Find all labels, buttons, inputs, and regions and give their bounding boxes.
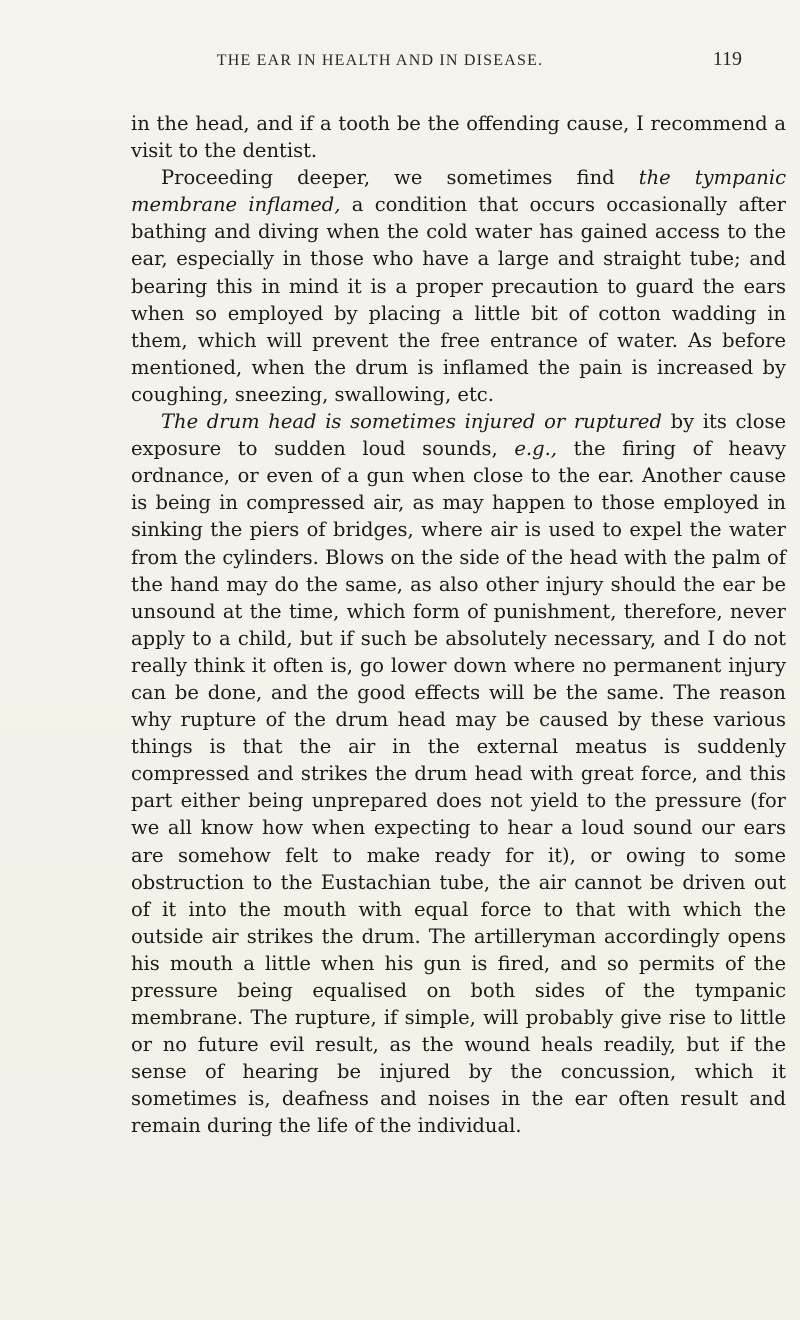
paragraph-text: a condition that occurs occasionally after bathing and diving when the cold water has gained access to the ear, especially in those who have a large and straight tube; and bearing this in mind it is a proper precaution to guard the ears when so employed by placing a little bit of cotton wadding in them, which will prevent the free entrance of water. As before mentioned, when the drum is inflamed the pain is increased by coughing, sneezing, swallowing, etc.: [131, 193, 786, 406]
body-text: [131, 110, 786, 1140]
paragraph-text: by its close exposure to sudden loud sounds,: [131, 410, 786, 461]
emphasis-abbrev: e.g.,: [514, 437, 557, 461]
emphasis-term: The drum head is sometimes injured or ruptured: [161, 410, 662, 434]
page-number: 119: [712, 48, 742, 70]
emphasis-term: the tympanic membrane inflamed,: [131, 166, 786, 217]
paragraph-tympanic-inflamed: [131, 164, 786, 408]
paragraph-drum-ruptured: [131, 408, 786, 1140]
paragraph-text: the firing of heavy ordnance, or even of a gun when close to the ear. Another cause is being in compressed air, as may happen to those employed in sinking the piers of bridges, where air is used to expel the water from the cylinders. Blows on the side of the head with the palm of the hand may do the same, as also other injury should the ear be unsound at the time, which form of punishment, therefore, never apply to a child, but if such be absolutely necessary, and I do not really think it often is, go lower down where no permanent injury can be done, and the good effects will be the same. The reason why rupture of the drum head may be caused by these various things is that the air in the external meatus is suddenly compressed and strikes the drum head with great force, and this part either being unprepared does not yield to the pressure (for we all know how when expecting to hear a loud sound our ears are somehow felt to make ready for it), or owing to some obstruction to the Eustachian tube, the air cannot be driven out of it into the mouth with equal force to that with which the outside air strikes the drum. The artilleryman accordingly opens his mouth a little when his gun is fired, and so permits of the pressure being equalised on both sides of the tympanic membrane. The rupture, if simple, will probably give rise to little or no future evil result, as the wound heals readily, but if the sense of hearing be injured by the concussion, which it sometimes is, deafness and noises in the ear often result and remain during the life of the individual.: [131, 437, 786, 1138]
running-head: THE EAR IN HEALTH AND IN DISEASE.: [216, 52, 544, 69]
paragraph-continued: [131, 110, 786, 164]
paragraph-lead: Proceeding deeper, we sometimes find: [161, 166, 639, 190]
paragraph-text: in the head, and if a tooth be the offending cause, I recommend a visit to the dentist.: [131, 112, 786, 163]
